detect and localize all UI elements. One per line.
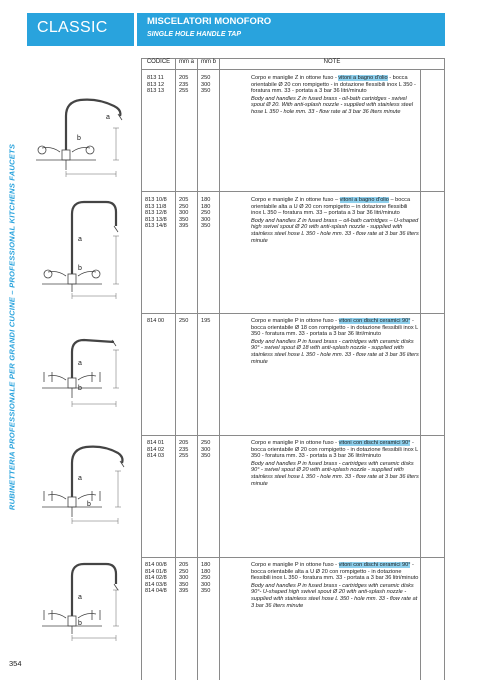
row-dim-a: 250 [179, 318, 189, 324]
page-subtitle: SINGLE HOLE HANDLE TAP [147, 31, 241, 38]
row-dim-a: 205 250 300 350 395 [179, 562, 189, 595]
table-border-right [444, 58, 445, 680]
row-separator [141, 435, 445, 436]
note-english: Body and handles P in fused brass - cartridges with ceramic disks 90° - swivel spout Ø 18 with anti-splash nozzle - supplied with stainless steel hose L 350 - hole mm. 33 - flow rate at 3 bar 36 liters minute [251, 338, 419, 365]
tap-drawing-814-01 [22, 437, 137, 537]
dimension-a-label: a [106, 114, 110, 121]
row-note [251, 440, 419, 487]
column-divider [175, 58, 176, 680]
dimension-b-label: b [87, 501, 91, 508]
row-separator [141, 191, 445, 192]
row-dim-a: 205 235 255 [179, 440, 189, 460]
note-italian: Corpo e maniglie Z in ottone fuso - vitoni a bagno d'olio - bocca orientabile Ø 20 con rompigetto - in dotazione flessibili inox L 350 - foratura mm. 33 - portata a 3 bar 36 litri/minuto [251, 75, 416, 95]
row-dim-a: 205 235 255 [179, 75, 189, 95]
dimension-b-label: b [78, 265, 82, 272]
dimension-a-label: a [78, 475, 82, 482]
note-english: Body and handles P in fused brass - cartridges with ceramic disks 90° - swivel spout Ø 20 with anti-splash nozzle - supplied with stainless steel hose L 350 - hole mm. 33 - flow rate at 3 bar 36 liters minute [251, 460, 419, 487]
row-codes: 813 10/8 813 11/8 813 12/8 813 13/8 813 14/8 [145, 197, 167, 230]
note-italian: Corpo e maniglie P in ottone fuso - vitoni con dischi ceramici 90° - bocca orientabile Ø 20 con rompigetto - in dotazione flessibili inox L 350 - foratura mm. 33 - portata a 3 bar 36 litri/minuto [251, 440, 419, 460]
dimension-a-label: a [78, 594, 82, 601]
row-dim-b: 250 300 350 [201, 440, 211, 460]
table-header-divider [141, 69, 445, 70]
row-note [251, 75, 419, 116]
column-header-a: mm a [179, 59, 194, 65]
row-dim-b: 195 [201, 318, 211, 324]
column-header-note: NOTE [323, 59, 341, 65]
note-english: Body and handles Z in fused brass – oil-bath cartridges – U-shaped high swivel spout Ø 20 with anti-splash nozzle - supplied with stainless steel hose L 350 - hole mm. 33 - flow rate at 3 bar 36 liters minute [251, 217, 419, 244]
table-border-left [141, 58, 142, 680]
row-codes: 814 01 814 02 814 03 [147, 440, 165, 460]
note-italian: Corpo e maniglie P in ottone fuso - vitoni con dischi ceramici 90° - bocca orientabile alta a U Ø 20 con rompigetto - in dotazione flessibili inox L 350 - foratura mm. 33 - portata a 3 bar 36 litri/minuto [251, 562, 419, 582]
tap-drawing-814-00 [22, 320, 137, 420]
row-separator [141, 313, 445, 314]
row-dim-b: 250 300 350 [201, 75, 211, 95]
page-number: 354 [9, 659, 22, 668]
row-dim-b: 180 180 250 300 350 [201, 562, 211, 595]
page-title: MISCELATORI MONOFORO [147, 16, 272, 27]
tap-drawing-813-11 [22, 92, 137, 184]
note-english: Body and handles P in fused brass - cartridges with ceramic disks 90°- U-shaped high swivel spout Ø 20 with anti-splash nozzle - supplied with stainless steel hose L 350 - hole mm. 33 - flow rate at 3 bar 36 liters minute [251, 582, 418, 609]
column-divider [420, 69, 421, 680]
note-italian: Corpo e maniglie Z in ottone fuso – vitoni a bagno d'olio – bocca orientabile alta a U Ø 20 con rompigetto – in dotazione flessibili inox L 350 – foratura mm. 33 – portata a 3 bar 36 litri/minuto [251, 197, 411, 217]
column-header-b: mm b [201, 59, 216, 65]
column-divider [197, 58, 198, 680]
row-separator [141, 557, 445, 558]
row-dim-b: 180 180 250 300 350 [201, 197, 211, 230]
note-highlight: vitoni a bagno d'olio [338, 75, 388, 81]
tap-drawing-813-10-8 [22, 196, 137, 308]
dimension-b-label: b [78, 385, 82, 392]
row-note [251, 562, 419, 609]
column-divider [219, 58, 220, 680]
dimension-a-label: a [78, 236, 82, 243]
side-category-label: RUBINETTERIA PROFESSIONALE PER GRANDI CUCINE – PROFESSIONAL KITCHENS FAUCETS [7, 143, 17, 511]
column-header-code: CODICE [146, 59, 171, 65]
row-codes: 813 11 813 12 813 13 [147, 75, 165, 95]
dimension-b-label: b [77, 135, 81, 142]
row-dim-a: 205 250 300 350 395 [179, 197, 189, 230]
note-italian: Corpo e maniglie P in ottone fuso - vitoni con dischi ceramici 90° - bocca orientabile Ø 18 con rompigetto - in dotazione flessibili inox L 350 - foratura mm. 33 - portata a 3 bar 36 litri/minuto [251, 318, 419, 338]
row-note [251, 197, 419, 244]
dimension-b-label: b [78, 620, 82, 627]
tap-drawing-814-00-8 [22, 560, 137, 660]
row-codes: 814 00 [147, 318, 165, 324]
row-note [251, 318, 419, 365]
note-highlight: vitoni con dischi ceramici 90° [338, 318, 411, 324]
dimension-a-label: a [78, 360, 82, 367]
note-highlight: vitoni a bagno d'olio [339, 197, 389, 203]
note-highlight: vitoni con dischi ceramici 90° [338, 562, 411, 568]
note-english: Body and handles Z in fused brass - oil-bath cartridges - swivel spout Ø 20. With anti-splash nozzle - supplied with stainless steel hose L 350 - hole mm. 33 - flow rate at 3 bar 36 liters minute [251, 95, 413, 115]
series-label: CLASSIC [37, 19, 108, 36]
note-highlight: vitoni con dischi ceramici 90° [338, 440, 411, 446]
row-codes: 814 00/8 814 01/8 814 02/8 814 03/8 814 04/8 [145, 562, 167, 595]
